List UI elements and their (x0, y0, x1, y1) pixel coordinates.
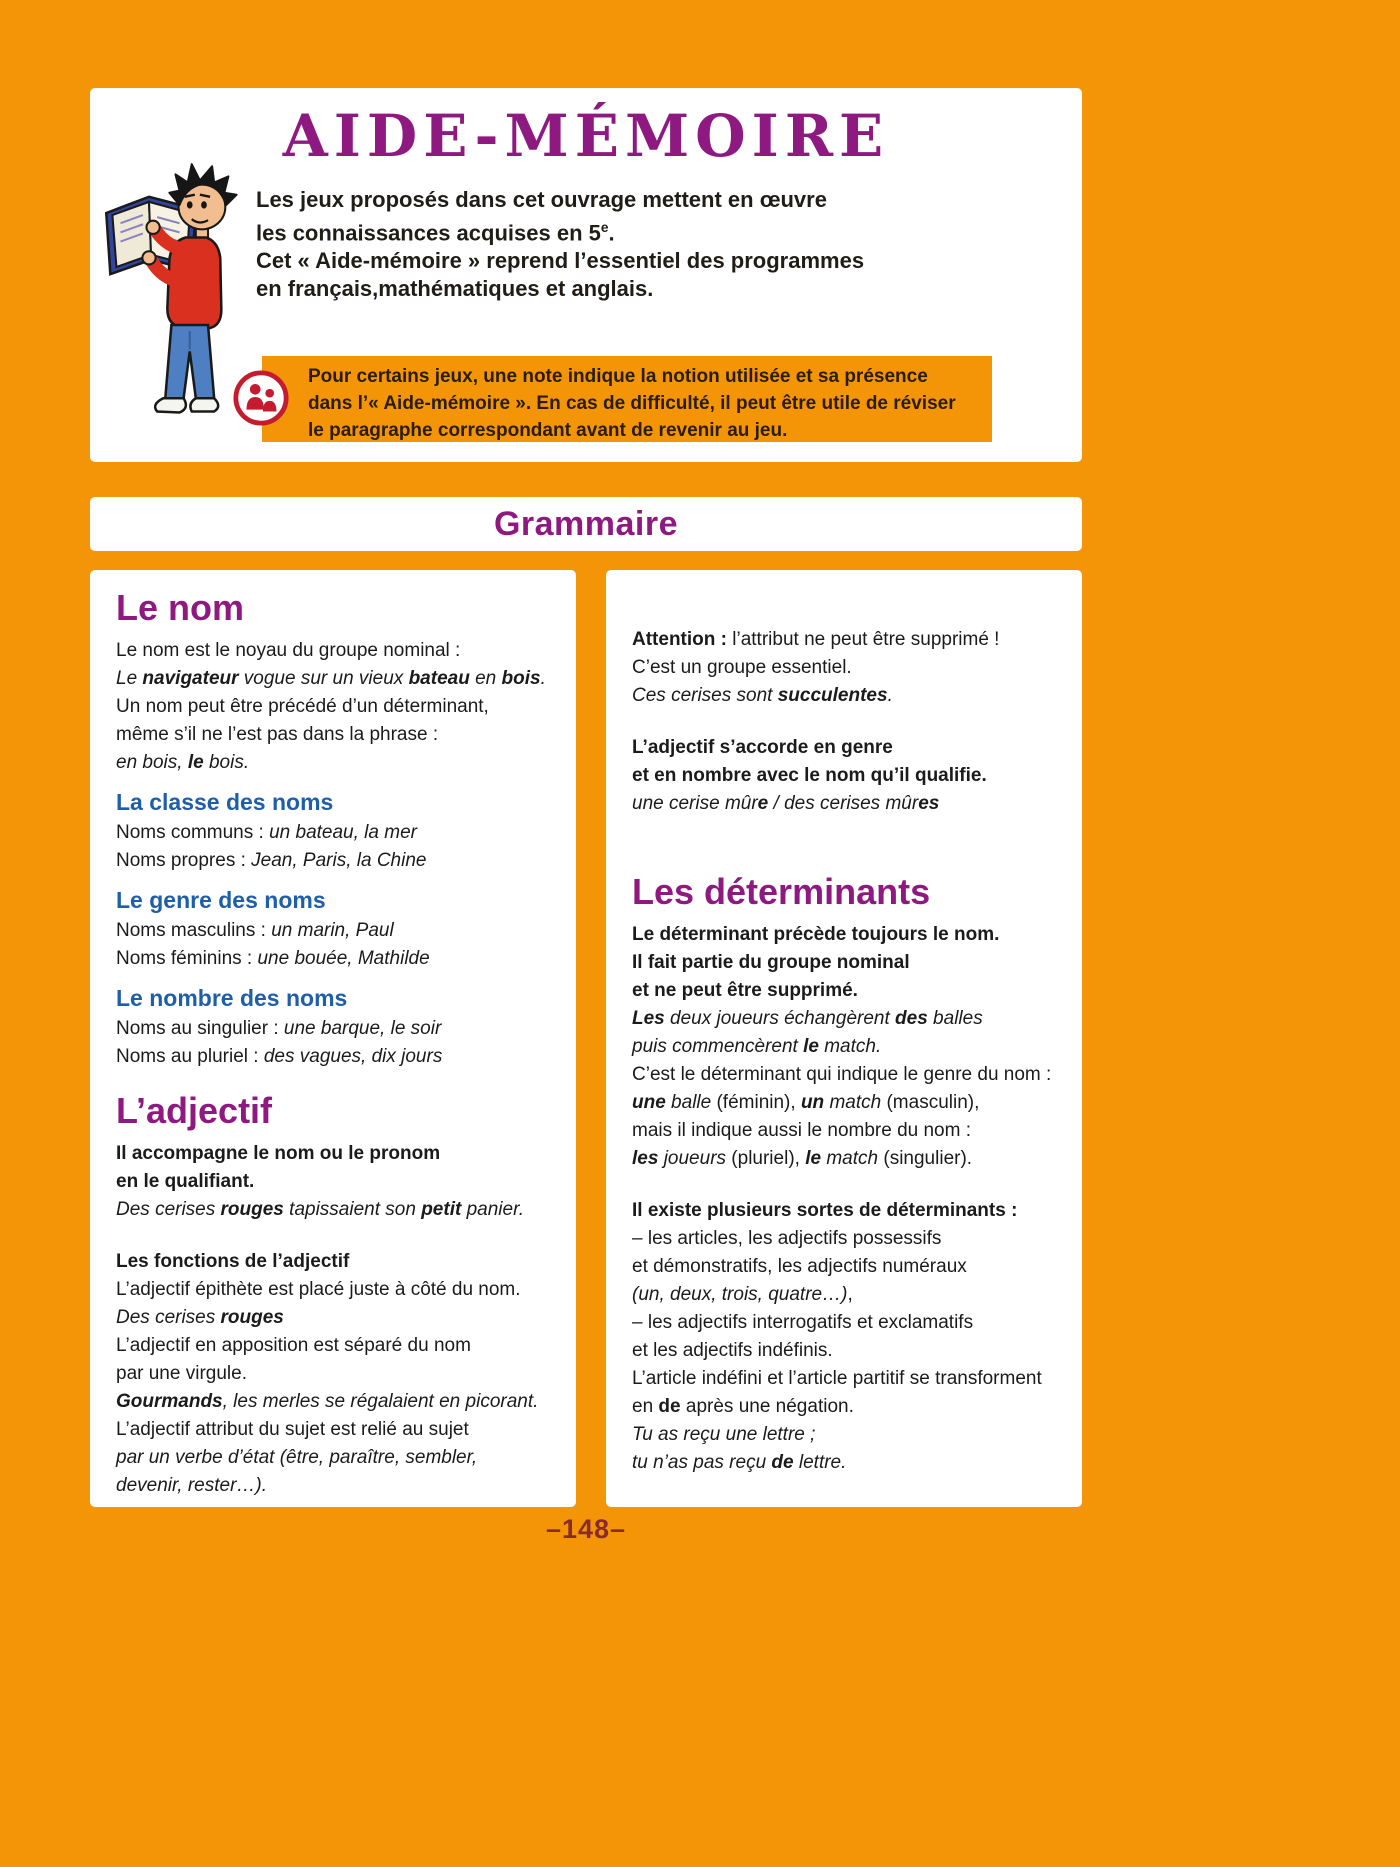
text-line (116, 1043, 550, 1071)
text-segment: Le déterminant précède toujours le nom. (632, 924, 1000, 945)
text-line (116, 665, 550, 693)
text-line (632, 682, 1056, 710)
paragraph (632, 734, 1056, 818)
section-heading: L’adjectif (116, 1090, 273, 1131)
text-segment: une cerise mûr (632, 793, 758, 814)
text-segment: en français,mathématiques et anglais. (256, 276, 654, 302)
text-segment: Des cerises (116, 1307, 221, 1328)
paragraph (116, 819, 550, 875)
text-segment: (féminin), (716, 1092, 801, 1113)
text-line (632, 1197, 1056, 1225)
text-segment: et les adjectifs indéfinis. (632, 1340, 833, 1361)
text-line (632, 921, 1056, 949)
text-segment: en (632, 1396, 659, 1417)
text-segment: Noms propres : (116, 850, 252, 871)
text-line (116, 1196, 550, 1224)
text-segment: en le qualifiant. (116, 1171, 255, 1192)
text-segment: balle (665, 1092, 717, 1113)
text-line (116, 693, 550, 721)
text-segment: de (658, 1396, 681, 1417)
text-segment: es (918, 793, 940, 814)
text-segment: L’adjectif attribut du sujet est relié au sujet (116, 1419, 469, 1440)
text-segment: . (540, 668, 546, 689)
text-line (632, 1061, 1056, 1089)
text-line (116, 721, 550, 749)
text-segment: même s’il ne l’est pas dans la phrase : (116, 724, 439, 745)
text-segment: match (824, 1092, 887, 1113)
text-line (632, 1449, 1056, 1477)
text-segment: , (847, 1284, 853, 1305)
paragraph (632, 1197, 1056, 1477)
text-segment: un marin, Paul (271, 920, 394, 941)
text-line (632, 1089, 1056, 1117)
paragraph (632, 921, 1056, 1173)
note-line: Pour certains jeux, une note indique la notion utilisée et sa présence (308, 366, 928, 387)
text-segment: et ne peut être supprimé. (632, 980, 858, 1001)
text-line (116, 1248, 550, 1276)
text-line (632, 1281, 1056, 1309)
paragraph (116, 1015, 550, 1071)
text-segment: le (803, 1036, 819, 1057)
text-segment: bois. (203, 752, 250, 773)
sub-heading: Le nombre des noms (116, 985, 348, 1011)
text-segment: (pluriel), (731, 1148, 806, 1169)
text-line (632, 626, 1056, 654)
paragraph (116, 1140, 550, 1224)
text-segment: des vagues, dix jours (263, 1046, 443, 1067)
text-segment: deux joueurs échangèrent (664, 1008, 896, 1029)
text-segment: e (757, 793, 769, 814)
text-segment: Il existe plusieurs sortes de déterminants : (632, 1200, 1018, 1221)
text-segment: Des cerises (116, 1199, 221, 1220)
text-segment: après une négation. (680, 1396, 854, 1417)
text-segment: Les jeux proposés dans cet ouvrage mettent en œuvre (256, 187, 827, 212)
section-title: Grammaire (493, 504, 679, 543)
paragraph (632, 626, 1056, 710)
text-segment: Un nom peut être précédé d’un déterminant, (116, 696, 489, 717)
text-segment: match (821, 1148, 884, 1169)
spacer (632, 1173, 1056, 1197)
text-line (116, 1388, 550, 1416)
text-segment: . (887, 685, 893, 706)
spacer (116, 1224, 550, 1248)
text-segment: Noms féminins : (116, 948, 258, 969)
text-segment: L’adjectif en apposition est séparé du nom (116, 1335, 471, 1356)
page-number: –148– (545, 1514, 627, 1544)
text-segment: Il accompagne le nom ou le pronom (116, 1143, 441, 1164)
spacer (632, 710, 1056, 734)
note-people-icon (232, 369, 290, 427)
text-segment: lettre. (793, 1452, 847, 1473)
text-line (116, 1444, 550, 1472)
text-line (116, 1360, 550, 1388)
paragraph (116, 917, 550, 973)
text-segment: Ces cerises sont (632, 685, 778, 706)
text-line (116, 1140, 550, 1168)
sub-heading: Le genre des noms (116, 887, 326, 913)
text-segment: Tu as reçu une lettre ; (632, 1424, 816, 1445)
right-column (606, 570, 1082, 1507)
text-line (632, 1117, 1056, 1145)
text-segment: Le nom est le noyau du groupe nominal : (116, 640, 461, 661)
text-segment: Noms au singulier : (116, 1018, 284, 1039)
text-segment: le (187, 752, 204, 773)
text-segment: – les adjectifs interrogatifs et exclamatifs (632, 1312, 974, 1333)
note-text (262, 356, 992, 444)
text-line (632, 654, 1056, 682)
text-segment: et démonstratifs, les adjectifs numéraux (632, 1256, 967, 1277)
text-segment: match. (818, 1036, 882, 1057)
text-line (256, 275, 864, 303)
text-segment: C’est le déterminant qui indique le genre du nom : (632, 1064, 1052, 1085)
text-segment: par un verbe d’état (être, paraître, sembler, (116, 1447, 478, 1468)
text-segment: petit (421, 1199, 462, 1220)
text-line (632, 734, 1056, 762)
paragraph (116, 1248, 550, 1500)
text-segment: une barque, le soir (283, 1018, 442, 1039)
text-segment: . (608, 220, 615, 246)
grammaire-section-bar (90, 497, 1082, 551)
text-segment: un (800, 1092, 825, 1113)
text-line (632, 1393, 1056, 1421)
text-line (116, 1472, 550, 1500)
text-line (632, 977, 1056, 1005)
text-segment: puis commencèrent (632, 1036, 804, 1057)
text-segment: une (632, 1092, 666, 1113)
text-segment: succulentes (777, 685, 888, 706)
text-segment: Le (116, 668, 143, 689)
text-segment: Attention : (632, 629, 727, 650)
note-box (262, 356, 992, 442)
text-line (632, 762, 1056, 790)
text-segment: – les articles, les adjectifs possessifs (632, 1228, 942, 1249)
text-line (116, 819, 550, 847)
text-segment: par une virgule. (116, 1363, 247, 1384)
text-segment: un bateau, la mer (269, 822, 417, 843)
text-segment: Il fait partie du groupe nominal (632, 952, 910, 973)
text-segment: de (771, 1452, 794, 1473)
text-line (116, 1276, 550, 1304)
text-line (256, 214, 864, 247)
text-line (632, 1145, 1056, 1173)
text-segment: vogue sur un vieux (238, 668, 409, 689)
text-line (116, 1332, 550, 1360)
page-title: AIDE-MÉMOIRE (282, 102, 890, 170)
intro-text (256, 186, 864, 303)
text-segment: joueurs (658, 1148, 732, 1169)
text-segment: Noms masculins : (116, 920, 272, 941)
text-segment: panier. (461, 1199, 524, 1220)
sub-heading: La classe des noms (116, 789, 334, 815)
text-line (116, 1015, 550, 1043)
text-segment: mais il indique aussi le nombre du nom : (632, 1120, 972, 1141)
text-line (632, 1225, 1056, 1253)
text-segment: L’adjectif épithète est placé juste à côté du nom. (116, 1279, 521, 1300)
text-segment: les connaissances acquises en 5 (256, 220, 601, 246)
text-segment: Gourmands (116, 1391, 223, 1412)
text-segment: en (469, 668, 502, 689)
paragraph (116, 637, 550, 777)
text-segment: en bois, (116, 752, 188, 773)
text-line (116, 1304, 550, 1332)
text-segment: Noms communs : (116, 822, 270, 843)
text-segment: (masculin), (886, 1092, 980, 1113)
text-segment: L’adjectif s’accorde en genre (632, 737, 893, 758)
text-segment: tu n’as pas reçu (632, 1452, 772, 1473)
text-segment: Cet « Aide-mémoire » reprend l’essentiel des programmes (256, 248, 865, 274)
text-line (632, 1337, 1056, 1365)
text-line (116, 1416, 550, 1444)
text-line (116, 1168, 550, 1196)
text-line (116, 637, 550, 665)
note-line: dans l’« Aide-mémoire ». En cas de difficulté, il peut être utile de réviser (308, 393, 956, 414)
text-segment: Jean, Paris, la Chine (251, 850, 427, 871)
text-line (632, 1309, 1056, 1337)
text-line (116, 847, 550, 875)
text-segment: Les (632, 1008, 665, 1029)
text-segment: une bouée, Mathilde (257, 948, 430, 969)
text-segment: bois (501, 668, 541, 689)
text-line (632, 790, 1056, 818)
text-segment: le (805, 1148, 822, 1169)
text-line (632, 1033, 1056, 1061)
text-segment: Les fonctions de l’adjectif (116, 1251, 350, 1272)
text-line (116, 749, 550, 777)
note-line: le paragraphe correspondant avant de revenir au jeu. (308, 420, 788, 441)
text-segment: C’est un groupe essentiel. (632, 657, 852, 678)
text-line (256, 247, 864, 275)
text-segment: (un, deux, trois, quatre…) (632, 1284, 848, 1305)
text-segment: rouges (220, 1199, 284, 1220)
text-line (256, 186, 864, 214)
text-segment: les (632, 1148, 659, 1169)
text-segment: balles (927, 1008, 983, 1029)
text-segment: devenir, rester…). (116, 1475, 267, 1496)
text-segment: (singulier). (883, 1148, 973, 1169)
left-column (90, 570, 576, 1507)
text-segment: Noms au pluriel : (116, 1046, 264, 1067)
text-line (632, 1365, 1056, 1393)
section-heading: Les déterminants (632, 871, 931, 912)
text-line (632, 1253, 1056, 1281)
text-line (632, 949, 1056, 977)
text-line (116, 917, 550, 945)
text-line (632, 1421, 1056, 1449)
spacer (632, 818, 1056, 852)
section-heading: Le nom (116, 587, 245, 628)
text-segment: tapissaient son (283, 1199, 422, 1220)
text-segment: l’attribut ne peut être supprimé ! (726, 629, 1000, 650)
text-line (632, 1005, 1056, 1033)
text-segment: , les merles se régalaient en picorant. (222, 1391, 539, 1412)
text-segment: bateau (408, 668, 470, 689)
header-card (90, 88, 1082, 462)
text-segment: rouges (220, 1307, 284, 1328)
text-segment: des (895, 1008, 928, 1029)
text-segment: et en nombre avec le nom qu’il qualifie. (632, 765, 987, 786)
text-segment: navigateur (142, 668, 239, 689)
text-segment: / des cerises mûr (768, 793, 919, 814)
text-segment: L’article indéfini et l’article partitif se transforment (632, 1368, 1042, 1389)
text-segment: e (600, 220, 609, 235)
text-line (116, 945, 550, 973)
